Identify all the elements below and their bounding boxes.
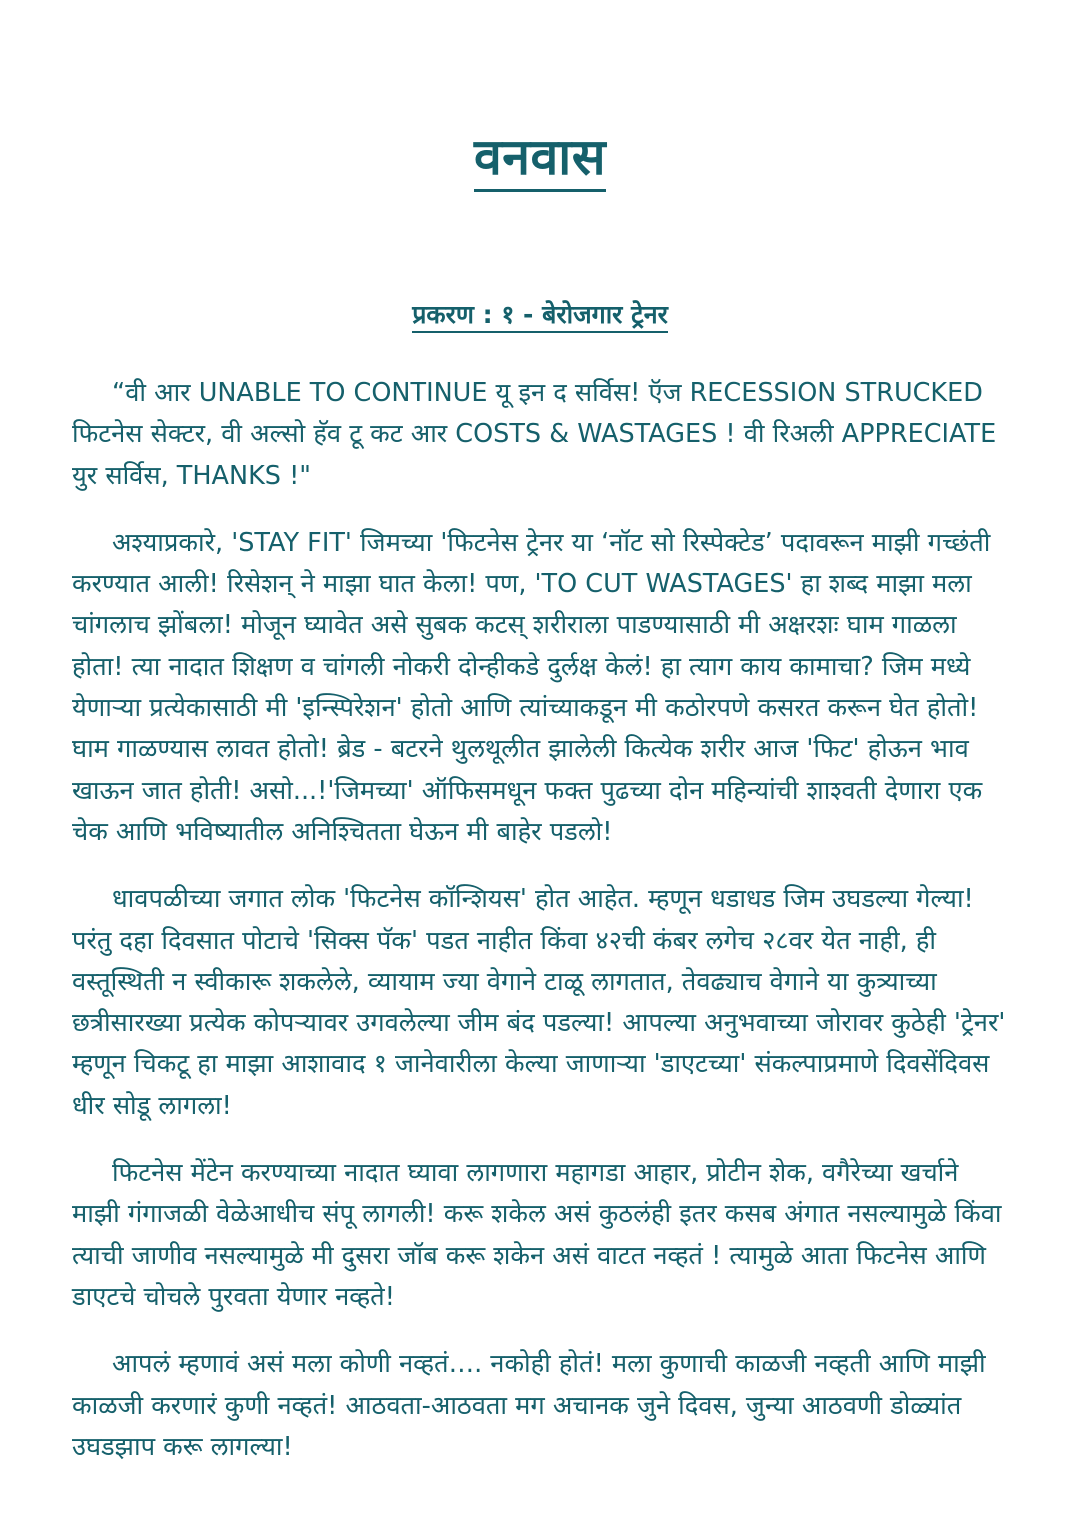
paragraph-2: अश्याप्रकारे, 'STAY FIT' जिमच्या 'फिटनेस ट्रेनर या ‘नॉट सो रिस्पेक्टेड’ पदावरून माझी गच्छंती करण्यात आली! रिसेशन् ने माझा घात केला! पण, 'TO CUT WASTAGES' हा शब्द माझा मला चांगलाच झोंबला! मोजून घ्यावेत असे सुबक कटस् शरीराला पाडण्यासाठी मी अक्षरशः घाम गाळला होता! त्या नादात शिक्षण व चांगली नोकरी दोन्हीकडे दुर्लक्ष केलं! हा त्याग काय कामाचा? जिम मध्ये येणाऱ्या प्रत्येकासाठी मी 'इन्स्पिरेशन' होतो आणि त्यांच्याकडून मी कठोरपणे कसरत करून घेत होतो! घाम गाळण्यास लावत होतो! ब्रेड - बटरने थुलथूलीत झालेली कित्येक शरीर आज 'फिट' होऊन भाव खाऊन जात होती! असो...!'जिमच्या' ऑफिसमधून फक्त पुढच्या दोन महिन्यांची शाश्वती देणारा एक चेक आणि भविष्यातील अनिश्चितता घेऊन मी बाहेर पडलो!	[72, 527, 991, 847]
chapter-heading	[72, 299, 1008, 332]
document-body	[72, 373, 1008, 1468]
chapter-heading-text: प्रकरण : १ - बेरोजगार ट्रेनर	[412, 300, 668, 333]
paragraph-3: धावपळीच्या जगात लोक 'फिटनेस कॉन्शियस' होत आहेत. म्हणून धडाधड जिम उघडल्या गेल्या! परंतु दहा दिवसात पोटाचे 'सिक्स पॅक' पडत नाहीत किंवा ४२ची कंबर लगेच २८वर येत नाही, ही वस्तूस्थिती न स्वीकारू शकलेले, व्यायाम ज्या वेगाने टाळू लागतात, तेवढ्याच वेगाने या कुत्र्याच्या छत्रीसारख्या प्रत्येक कोपऱ्यावर उगवलेल्या जीम बंद पडल्या! आपल्या अनुभवाच्या जोरावर कुठेही 'ट्रेनर' म्हणून चिकटू हा माझा आशावाद १ जानेवारीला केल्या जाणाऱ्या 'डाएटच्या' संकल्पाप्रमाणे दिवसेंदिवस धीर सोडू लागला!	[72, 884, 1006, 1121]
page-title-text: वनवास	[474, 128, 606, 192]
paragraph-5: आपलं म्हणावं असं मला कोणी नव्हतं…. नकोही होतं! मला कुणाची काळजी नव्हती आणि माझी काळजी करणारं कुणी नव्हतं! आठवता-आठवता मग अचानक जुने दिवस, जुन्या आठवणी डोळ्यांत उघडझाप करू लागल्या!	[72, 1349, 986, 1462]
page-title	[72, 126, 1008, 189]
paragraph-1: “वी आर UNABLE TO CONTINUE यू इन द सर्विस! ऍज RECESSION STRUCKED फिटनेस सेक्टर, वी अल्सो हॅव टू कट आर COSTS & WASTAGES ! वी रिअली APPRECIATE युर सर्विस, THANKS !"	[72, 378, 997, 491]
paragraph-4: फिटनेस मेंटेन करण्याच्या नादात घ्यावा लागणारा महागडा आहार, प्रोटीन शेक, वगैरेच्या खर्चाने माझी गंगाजळी वेळेआधीच संपू लागली! करू शकेल असं कुठलंही इतर कसब अंगात नसल्यामुळे किंवा त्याची जाणीव नसल्यामुळे मी दुसरा जॉब करू शकेन असं वाटत नव्हतं ! त्यामुळे आता फिटनेस आणि डाएटचे चोचले पुरवता येणार नव्हते!	[72, 1158, 1002, 1312]
